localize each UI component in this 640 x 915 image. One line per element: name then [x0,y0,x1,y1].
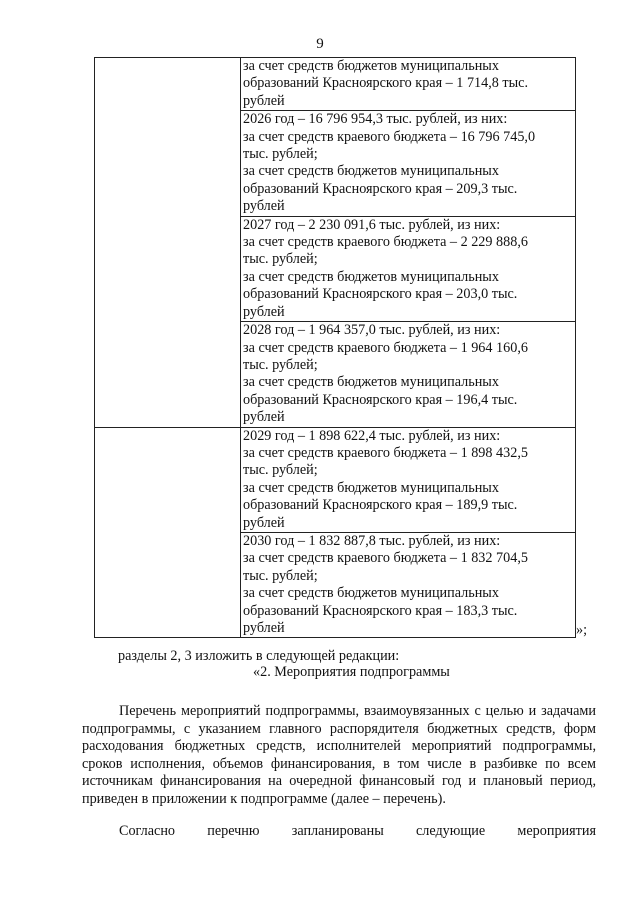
section-heading: «2. Мероприятия подпрограммы [253,664,450,680]
cell-line: 2029 год – 1 898 622,4 тыс. рублей, из них: [243,427,501,444]
cell-line: образований Красноярского края – 196,4 тыс. [243,391,518,408]
cell-line: за счет средств краевого бюджета – 2 229 888,6 [243,234,528,251]
cell-line: рублей [243,198,285,215]
cell-line: тыс. рублей; [243,356,318,373]
cell-line: рублей [243,514,285,531]
cell-line: образований Красноярского края – 203,0 тыс. [243,286,518,303]
cell-line: тыс. рублей; [243,146,318,163]
cell-line: 2027 год – 2 230 091,6 тыс. рублей, из них: [243,216,501,233]
body-paragraph: Согласно перечню запланированы следующие мероприятия [119,823,596,839]
cell-line: рублей [243,409,285,426]
table-cell [241,322,576,427]
cell-line: за счет средств бюджетов муниципальных [243,479,499,496]
cell-line: образований Красноярского края – 183,3 тыс. [243,602,518,619]
cell-line: за счет средств краевого бюджета – 1 898 432,5 [243,444,528,461]
cell-line: за счет средств бюджетов муниципальных [243,585,499,602]
page-number: 9 [316,36,324,52]
cell-line: образований Красноярского края – 189,9 тыс. [243,497,518,514]
cell-line: 2028 год – 1 964 357,0 тыс. рублей, из них: [243,322,501,339]
cell-line: за счет средств краевого бюджета – 1 832 704,5 [243,550,528,567]
cell-line: образований Красноярского края – 1 714,8 тыс. [243,75,528,92]
table-cell [241,216,576,321]
cell-line: тыс. рублей; [243,567,318,584]
body-paragraph: Перечень мероприятий подпрограммы, взаимоувязанных с целью и задачами подпрограммы, с указанием главного распорядителя бюджетных средств, форм расходования бюджетных средств, исполнителей мероприятий подпрограммы, сроков исполнения, объемов финансирования, в том числе в разбивке по всем источникам финансирования на очередной финансовый год и плановый период, приведен в приложении к подпрограмме (далее – перечень). [82,703,596,807]
cell-line: за счет средств бюджетов муниципальных [243,374,499,391]
table-left-cell [95,58,241,428]
cell-line: тыс. рублей; [243,462,318,479]
cell-line: за счет средств краевого бюджета – 1 964 160,6 [243,339,528,356]
closing-quote-mark: »; [576,622,588,638]
funding-table [94,57,576,638]
table-cell [241,111,576,216]
cell-line: за счет средств краевого бюджета – 16 796 745,0 [243,128,536,145]
table-cell [241,58,576,111]
table-row [95,58,576,111]
cell-line: рублей [243,92,285,109]
cell-line: 2030 год – 1 832 887,8 тыс. рублей, из них: [243,532,501,549]
cell-line: тыс. рублей; [243,251,318,268]
cell-line: образований Красноярского края – 209,3 тыс. [243,180,518,197]
cell-line: за счет средств бюджетов муниципальных [243,163,499,180]
cell-line: рублей [243,303,285,320]
table-cell [241,427,576,532]
cell-line: за счет средств бюджетов муниципальных [243,268,499,285]
table-cell [241,532,576,637]
cell-line: рублей [243,620,285,636]
table-row [95,427,576,532]
instruction-text: разделы 2, 3 изложить в следующей редакции: [118,648,400,664]
cell-line: 2026 год – 16 796 954,3 тыс. рублей, из них: [243,111,508,128]
cell-line: за счет средств бюджетов муниципальных [243,58,499,74]
table-left-cell [95,427,241,638]
